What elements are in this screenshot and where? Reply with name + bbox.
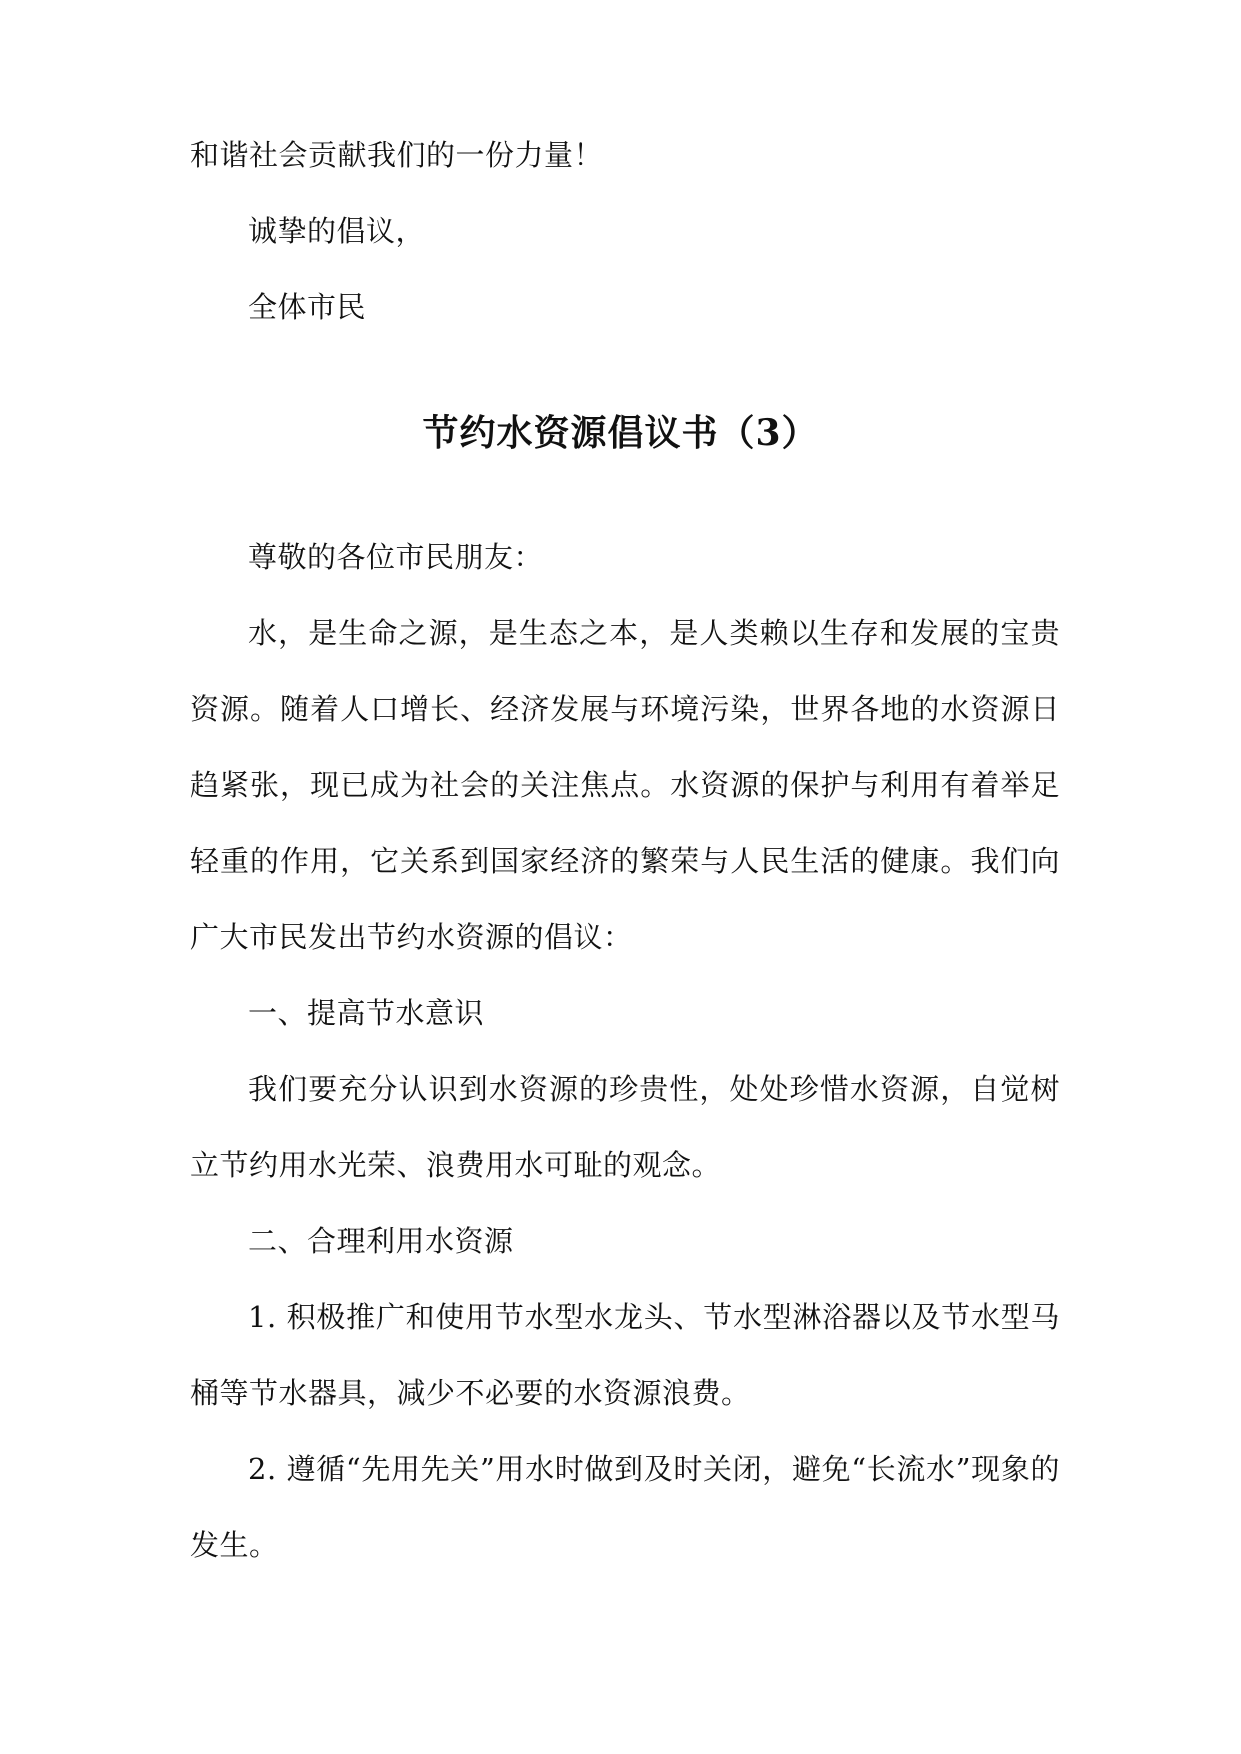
document-body <box>190 519 1060 1583</box>
section1-body: 我们要充分认识到水资源的珍贵性，处处珍惜水资源，自觉树立节约用水光荣、浪费用水可耻的观念。 <box>190 1072 1060 1182</box>
section2-heading: 二、合理利用水资源 <box>248 1224 514 1258</box>
document-title: 节约水资源倡议书（3） <box>422 412 819 454</box>
closing-line: 诚挚的倡议， <box>248 214 426 248</box>
section2-item-2: 2. 遵循“先用先关”用水时做到及时关闭，避免“长流水”现象的发生。 <box>190 1452 1060 1562</box>
intro-paragraph: 水，是生命之源，是生态之本，是人类赖以生存和发展的宝贵资源。随着人口增长、经济发展与环境污染，世界各地的水资源日趋紧张，现已成为社会的关注焦点。水资源的保护与利用有着举足轻重的作用，它关系到国家经济的繁荣与人民生活的健康。我们向广大市民发出节约水资源的倡议： <box>190 616 1060 954</box>
section2-item-1: 1. 积极推广和使用节水型水龙头、节水型淋浴器以及节水型马桶等节水器具，减少不必要的水资源浪费。 <box>190 1300 1060 1410</box>
salutation: 尊敬的各位市民朋友： <box>248 540 544 574</box>
section1-heading: 一、提高节水意识 <box>248 996 485 1030</box>
signature-line: 全体市民 <box>248 290 367 324</box>
previous-letter-ending <box>190 117 1060 345</box>
continuation-line: 和谐社会贡献我们的一份力量！ <box>190 138 604 172</box>
